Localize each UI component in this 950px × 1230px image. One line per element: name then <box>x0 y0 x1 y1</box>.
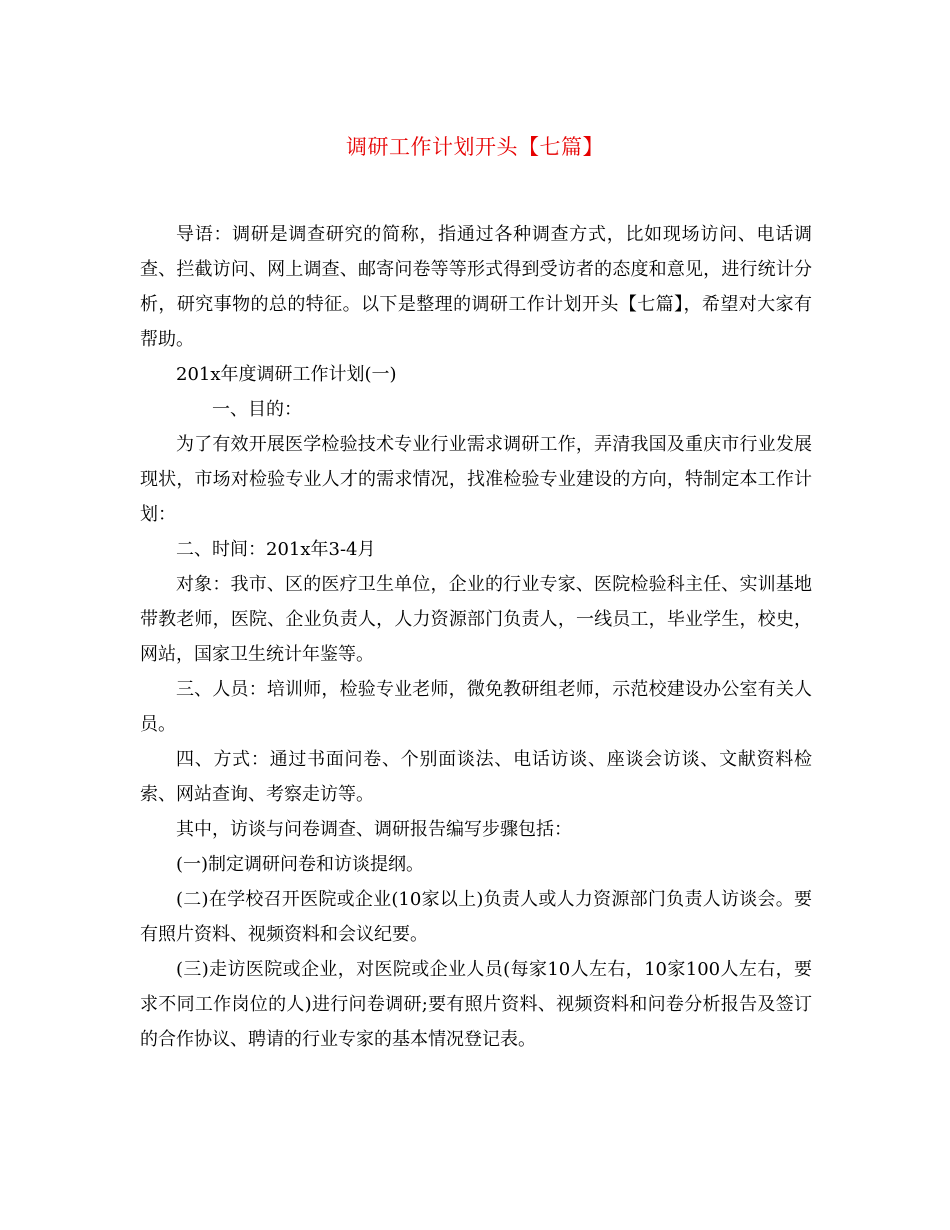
target-paragraph: 对象：我市、区的医疗卫生单位，企业的行业专家、医院检验科主任、实训基地带教老师，医院、企业负责人，人力资源部门负责人，一线员工，毕业学生，校史，网站，国家卫生统计年鉴等。 <box>140 574 812 665</box>
step-2-paragraph: (二)在学校召开医院或企业(10家以上)负责人或人力资源部门负责人访谈会。要有照片资料、视频资料和会议纪要。 <box>140 889 812 945</box>
document-body <box>140 217 812 1057</box>
purpose-paragraph: 为了有效开展医学检验技术专业行业需求调研工作，弄清我国及重庆市行业发展现状，市场对检验专业人才的需求情况，找准检验专业建设的方向，特制定本工作计划： <box>140 434 812 525</box>
plan-heading: 201x年度调研工作计划(一) <box>176 364 397 385</box>
steps-intro-paragraph: 其中，访谈与问卷调查、调研报告编写步骤包括： <box>176 819 572 840</box>
method-paragraph: 四、方式：通过书面问卷、个别面谈法、电话访谈、座谈会访谈、文献资料检索、网站查询、考察走访等。 <box>140 749 812 805</box>
section-purpose-heading: 一、目的： <box>212 399 302 420</box>
intro-paragraph: 导语：调研是调查研究的简称，指通过各种调查方式，比如现场访问、电话调查、拦截访问、网上调查、邮寄问卷等等形式得到受访者的态度和意见，进行统计分析，研究事物的总的特征。以下是整理的调研工作计划开头【七篇】，希望对大家有帮助。 <box>140 224 812 350</box>
step-3-paragraph: (三)走访医院或企业，对医院或企业人员(每家10人左右，10家100人左右，要求不同工作岗位的人)进行问卷调研;要有照片资料、视频资料和问卷分析报告及签订的合作协议、聘请的行业专家的基本情况登记表。 <box>140 959 812 1050</box>
document-title: 调研工作计划开头【七篇】 <box>346 135 604 159</box>
personnel-paragraph: 三、人员：培训师，检验专业老师，微免教研组老师，示范校建设办公室有关人员。 <box>140 679 812 735</box>
time-paragraph: 二、时间：201x年3-4月 <box>176 539 376 560</box>
step-1-paragraph: (一)制定调研问卷和访谈提纲。 <box>176 854 425 875</box>
